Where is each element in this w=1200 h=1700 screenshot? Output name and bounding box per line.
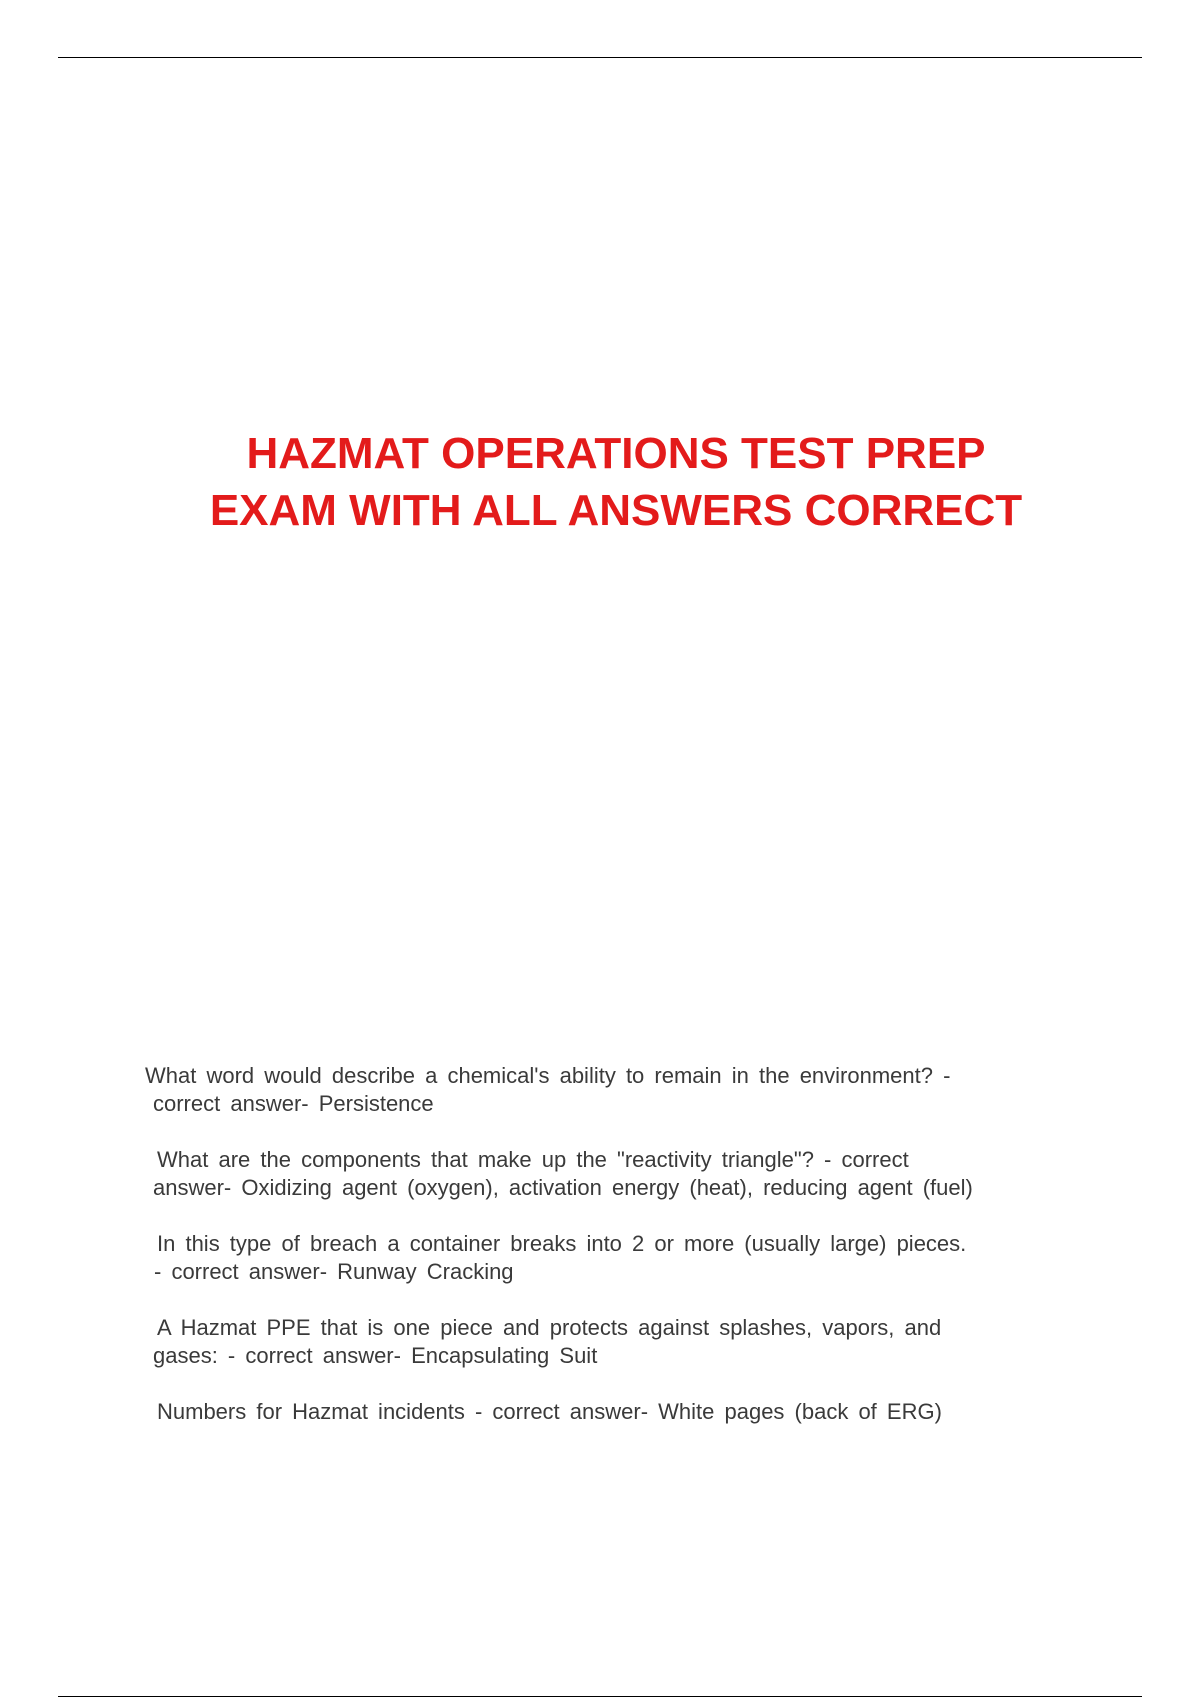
qa-item — [145, 1062, 1070, 1118]
title-line-2: EXAM WITH ALL ANSWERS CORRECT — [209, 486, 1023, 535]
qa-answer-line: correct answer- Persistence — [153, 1091, 434, 1116]
qa-question-line: A Hazmat PPE that is one piece and protects against splashes, vapors, and — [157, 1315, 942, 1340]
bottom-rule — [58, 1696, 1142, 1697]
qa-question-line: Numbers for Hazmat incidents - correct answer- White pages (back of ERG) — [157, 1399, 942, 1424]
qa-answer-line: gases: - correct answer- Encapsulating Suit — [153, 1343, 598, 1368]
qa-item — [145, 1314, 1070, 1370]
top-rule — [58, 57, 1142, 58]
qa-list — [145, 1062, 1070, 1454]
qa-question-line: In this type of breach a container breaks into 2 or more (usually large) pieces. — [157, 1231, 967, 1256]
qa-question-line: What are the components that make up the "reactivity triangle"? - correct — [157, 1147, 909, 1172]
qa-answer-line: answer- Oxidizing agent (oxygen), activation energy (heat), reducing agent (fuel) — [153, 1175, 973, 1200]
qa-item — [145, 1146, 1070, 1202]
title-line-1: HAZMAT OPERATIONS TEST PREP — [246, 429, 986, 478]
qa-item — [145, 1398, 1070, 1426]
qa-question-line: What word would describe a chemical's ability to remain in the environment? - — [145, 1063, 951, 1088]
document-title — [0, 425, 1200, 539]
qa-answer-line: - correct answer- Runway Cracking — [154, 1259, 514, 1284]
qa-item — [145, 1230, 1070, 1286]
